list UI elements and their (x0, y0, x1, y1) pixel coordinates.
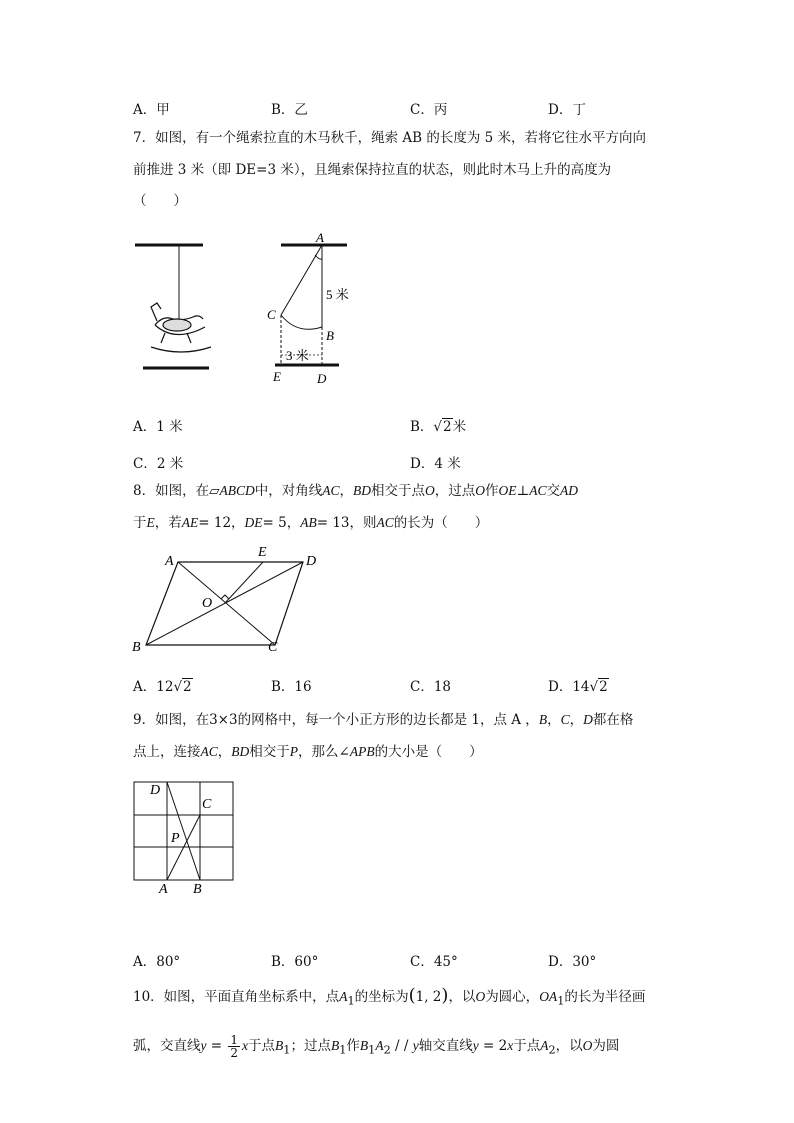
q8-label-b: B (132, 640, 141, 655)
right-angle-mark (221, 595, 229, 599)
q9-figure (128, 775, 243, 897)
q9-label-c: C (202, 797, 212, 812)
q8-figure (128, 543, 328, 658)
q6-option-c: C．丙 (410, 102, 448, 118)
q6-option-b: B．乙 (271, 102, 308, 118)
q9-stem-line1: 9．如图，在3×3的网格中，每一个小正方形的边长都是 1，点 A ，B，C，D都在格 (133, 712, 634, 728)
q9-label-b: B (193, 882, 202, 897)
arc-cb (281, 315, 322, 329)
q8-option-c: C．18 (410, 679, 452, 695)
q9-stem-line2: 点上，连接AC，BD相交于P，那么∠APB的大小是（ ） (133, 744, 483, 760)
q7-option-c: C．2 米 (133, 456, 184, 472)
rocking-horse-icon (151, 303, 211, 352)
q7-answer-blank: （ ） (133, 193, 187, 209)
q8-option-d: D．14√2 (548, 679, 608, 695)
q8-label-d: D (306, 554, 317, 569)
q7-label-c: C (267, 307, 276, 322)
q7-label-a: A (316, 230, 324, 245)
q8-label-e: E (258, 545, 267, 560)
q8-stem-line1: 8．如图，在▱ABCD中，对角线AC，BD相交于点O，过点O作OE⊥AC交AD (133, 483, 578, 499)
q9-label-p: P (171, 831, 180, 846)
q9-option-d: D．30° (548, 954, 597, 970)
q7-label-b: B (326, 328, 334, 343)
q7-label-d: D (317, 371, 327, 386)
q8-label-o: O (202, 596, 213, 611)
q9-option-a: A．80° (133, 954, 181, 970)
diagonal-ac (178, 562, 275, 645)
q7-stem-line2: 前推进 3 米（即 DE=3 米），且绳索保持拉直的状态，则此时木马上升的高度为 (133, 162, 612, 178)
q8-option-b: B．16 (271, 679, 312, 695)
q7-figure (125, 225, 365, 390)
q10-stem-line2: 弧，交直线y = $\frac{1}{2}$ x于点$B_1$；过点$B_1$作$B_1A_2$ / / y轴交直线y = 2x于点$A_2$，以O为圆 (133, 1033, 620, 1060)
q8-stem-line2: 于E，若AE= 12，DE= 5，AB= 13，则AC的长为（ ） (133, 515, 489, 531)
segment-oe (225, 562, 263, 603)
q6-option-d: D．丁 (548, 102, 586, 118)
q7-option-a: A．1 米 (133, 419, 183, 435)
q7-option-d: D．4 米 (410, 456, 461, 472)
q7-label-3m: 3 米 (286, 348, 309, 363)
q7-option-b: B．√2米 (410, 419, 467, 435)
q9-option-c: C．45° (410, 954, 458, 970)
angle-mark-a (315, 255, 322, 259)
q8-label-a: A (165, 554, 174, 569)
q6-option-a: A．甲 (133, 102, 170, 118)
q10-stem-line1: 10．如图，平面直角坐标系中，点$A_1$的坐标为(1, 2)，以O为圆心，$OA_1$的长为半径画 (133, 985, 646, 1008)
q9-label-d: D (150, 783, 161, 798)
q7-label-5m: 5 米 (326, 287, 349, 302)
q8-option-a: A．12√2 (133, 679, 192, 695)
q9-label-a: A (159, 882, 168, 897)
q7-stem-line1: 7．如图，有一个绳索拉直的木马秋千，绳索 AB 的长度为 5 米，若将它往水平方向向 (133, 130, 647, 146)
q9-option-b: B．60° (271, 954, 319, 970)
q8-label-c: C (268, 640, 278, 655)
q7-label-e: E (273, 369, 281, 384)
